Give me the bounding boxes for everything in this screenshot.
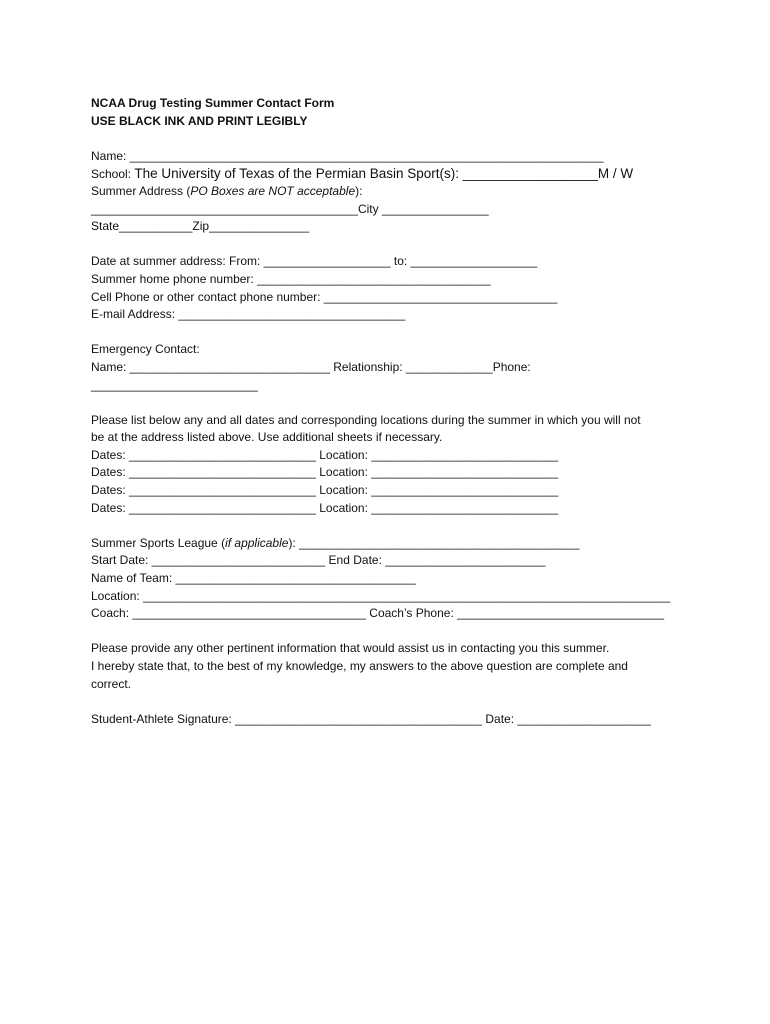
dates-location-row[interactable]: Dates: ____________________________ Location: ____________________________ (91, 447, 559, 462)
signature-field[interactable]: Student-Athlete Signature: _____________________________________ Date: ____________________ (91, 711, 651, 726)
form-subtitle: USE BLACK INK AND PRINT LEGIBLY (91, 113, 308, 128)
school-field[interactable] (91, 165, 691, 183)
summer-home-phone-field[interactable]: Summer home phone number: ___________________________________ (91, 271, 491, 286)
name-field[interactable]: Name: _______________________________________________________________________ (91, 148, 604, 163)
school-name: The University of Texas of the Permian Basin Sport(s): __________________M / W (134, 166, 634, 182)
summer-address-label: Summer Address (PO Boxes are NOT acceptable): (91, 183, 363, 198)
date-at-summer-field[interactable]: Date at summer address: From: ___________________ to: ___________________ (91, 254, 538, 269)
form-content (91, 95, 691, 728)
start-end-date-field[interactable]: Start Date: __________________________ End Date: ________________________ (91, 553, 546, 568)
cell-phone-field[interactable]: Cell Phone or other contact phone number: ___________________________________ (91, 289, 558, 304)
address-city-field[interactable]: ________________________________________City ________________ (91, 201, 489, 216)
summer-league-field[interactable]: Summer Sports League (if applicable): __________________________________________ (91, 535, 580, 550)
emergency-name-field[interactable]: Name: ______________________________ Relationship: _____________Phone: (91, 359, 531, 374)
pertinent-info-text: Please provide any other pertinent information that would assist us in contacting you this summer. (91, 641, 610, 656)
dates-location-row[interactable]: Dates: ____________________________ Location: ____________________________ (91, 500, 559, 515)
form-title: NCAA Drug Testing Summer Contact Form (91, 96, 335, 110)
team-name-field[interactable]: Name of Team: ____________________________________ (91, 571, 416, 586)
state-zip-field[interactable]: State___________Zip_______________ (91, 219, 310, 234)
dates-intro-line-2: be at the address listed above. Use additional sheets if necessary. (91, 430, 443, 445)
dates-location-row[interactable]: Dates: ____________________________ Location: ____________________________ (91, 465, 559, 480)
league-note: if applicable (225, 535, 289, 550)
statement-line-2: correct. (91, 676, 132, 691)
school-label: School: (91, 167, 135, 182)
dates-location-row[interactable]: Dates: ____________________________ Location: ____________________________ (91, 483, 559, 498)
coach-field[interactable]: Coach: ___________________________________ Coach’s Phone: _______________________________ (91, 606, 664, 621)
email-field[interactable]: E-mail Address: __________________________________ (91, 307, 406, 322)
emergency-phone-field[interactable]: _________________________ (91, 377, 258, 392)
emergency-contact-label: Emergency Contact: (91, 342, 200, 357)
statement-line-1: I hereby state that, to the best of my knowledge, my answers to the above question are complete and (91, 659, 628, 673)
summer-address-note: PO Boxes are NOT acceptable (190, 183, 356, 198)
dates-intro-line-1: Please list below any and all dates and corresponding locations during the summer in which you will not (91, 412, 641, 427)
location-field[interactable]: Location: _______________________________________________________________________________ (91, 588, 671, 603)
